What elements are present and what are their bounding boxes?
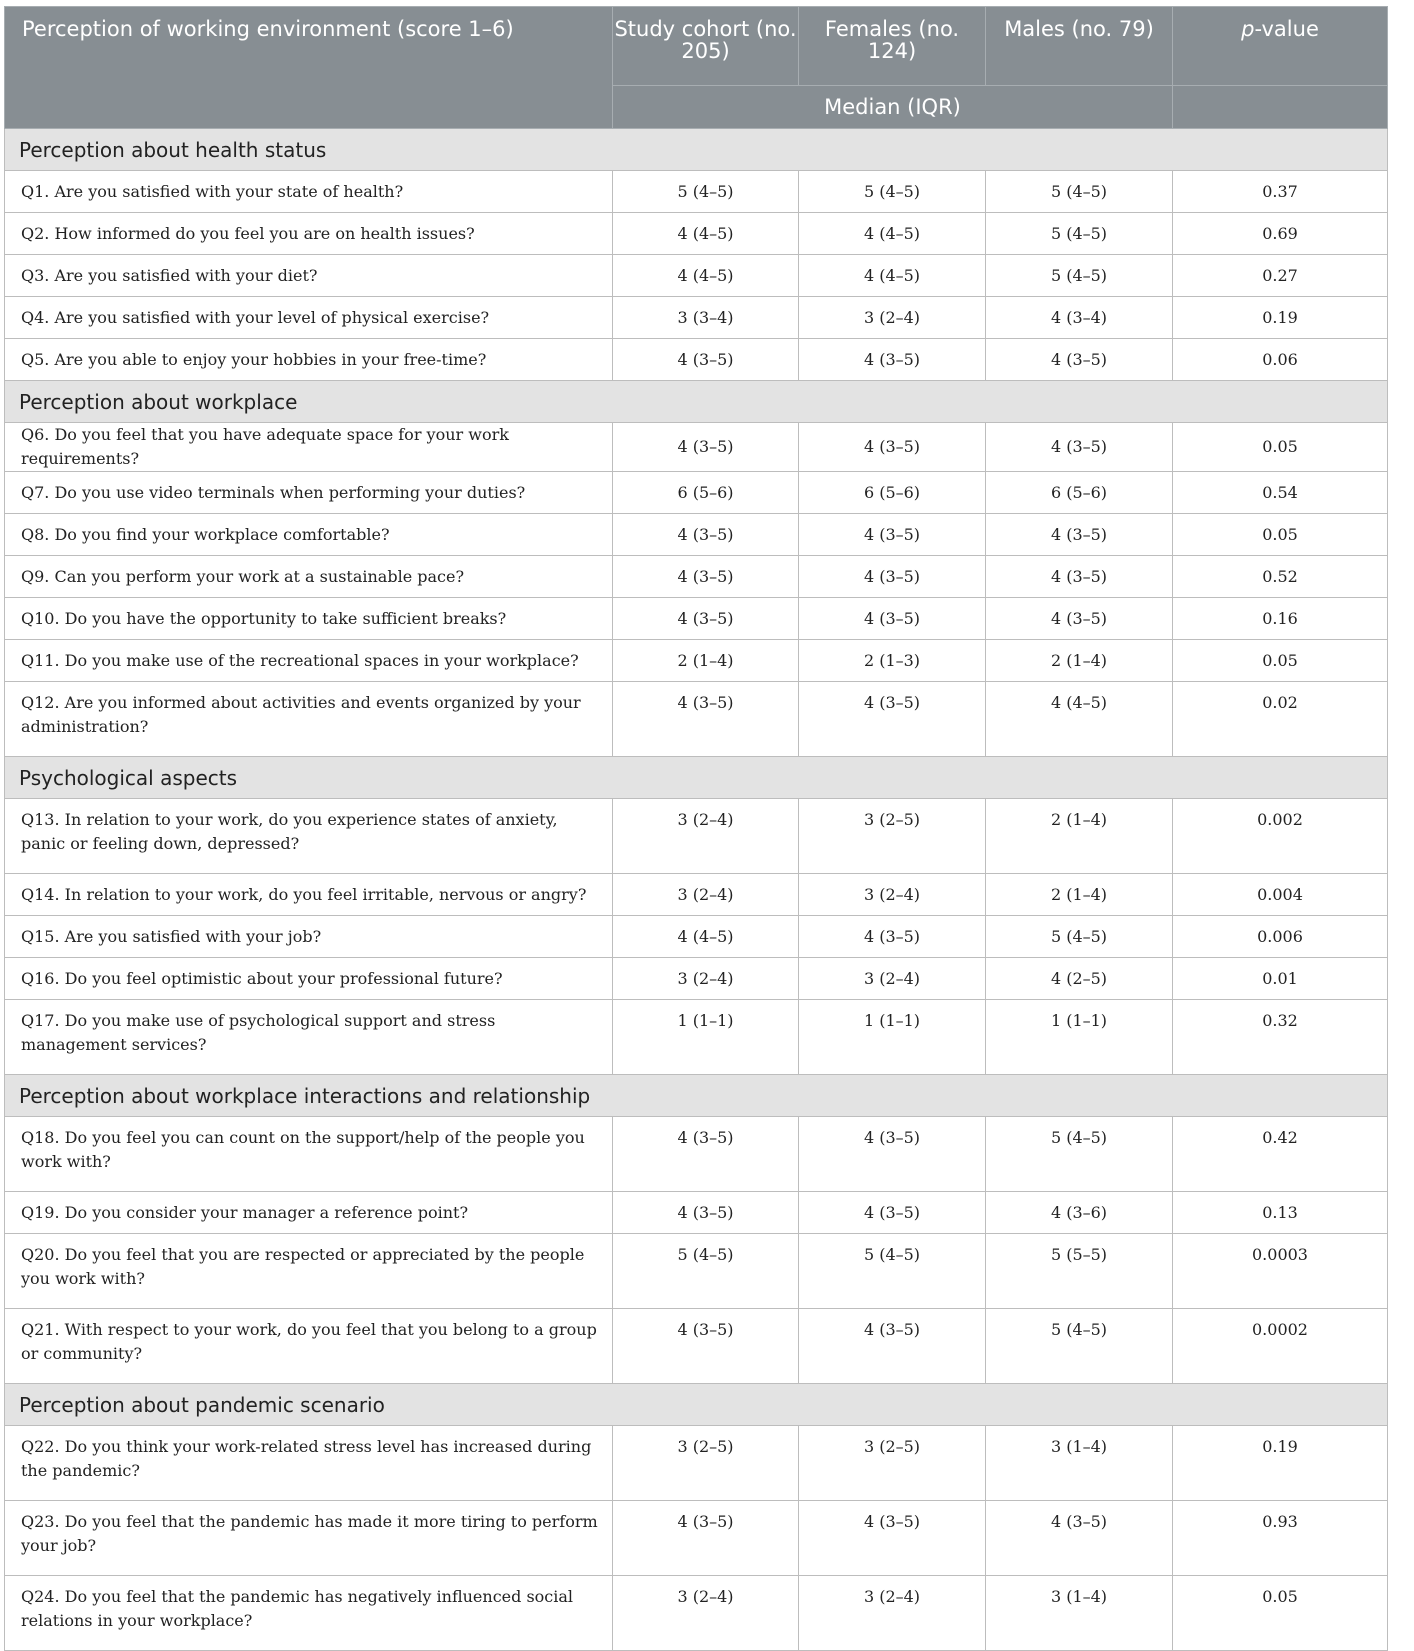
question-cell: Q20. Do you feel that you are respected or appreciated by the people you work with? xyxy=(5,1234,613,1309)
p-value-cell: 0.69 xyxy=(1173,213,1388,255)
males-cell: 4 (3–5) xyxy=(986,598,1173,640)
table-row xyxy=(5,472,1388,514)
males-cell: 5 (5–5) xyxy=(986,1234,1173,1309)
males-cell: 4 (3–6) xyxy=(986,1192,1173,1234)
table-body xyxy=(5,129,1388,1651)
cohort-cell: 3 (2–4) xyxy=(613,874,799,916)
females-cell: 2 (1–3) xyxy=(799,640,986,682)
table-row xyxy=(5,171,1388,213)
table-row xyxy=(5,1117,1388,1192)
cohort-cell: 1 (1–1) xyxy=(613,1000,799,1075)
subheader-median-iqr: Median (IQR) xyxy=(613,86,1173,129)
question-cell: Q7. Do you use video terminals when performing your duties? xyxy=(5,472,613,514)
males-cell: 4 (3–5) xyxy=(986,556,1173,598)
section-row xyxy=(5,1384,1388,1426)
table-row xyxy=(5,682,1388,757)
question-cell: Q10. Do you have the opportunity to take sufficient breaks? xyxy=(5,598,613,640)
question-cell: Q1. Are you satisfied with your state of health? xyxy=(5,171,613,213)
p-value-cell: 0.02 xyxy=(1173,682,1388,757)
females-cell: 1 (1–1) xyxy=(799,1000,986,1075)
cohort-cell: 3 (2–4) xyxy=(613,799,799,874)
cohort-cell: 4 (3–5) xyxy=(613,423,799,472)
cohort-cell: 3 (2–4) xyxy=(613,958,799,1000)
females-cell: 3 (2–5) xyxy=(799,799,986,874)
question-cell: Q21. With respect to your work, do you feel that you belong to a group or community? xyxy=(5,1309,613,1384)
cohort-cell: 4 (4–5) xyxy=(613,213,799,255)
question-cell: Q14. In relation to your work, do you feel irritable, nervous or angry? xyxy=(5,874,613,916)
males-cell: 5 (4–5) xyxy=(986,171,1173,213)
males-cell: 4 (4–5) xyxy=(986,682,1173,757)
table-row xyxy=(5,339,1388,381)
table-row xyxy=(5,916,1388,958)
table-row xyxy=(5,1309,1388,1384)
question-cell: Q8. Do you find your workplace comfortable? xyxy=(5,514,613,556)
cohort-cell: 4 (3–5) xyxy=(613,1117,799,1192)
table-row xyxy=(5,1426,1388,1501)
table-row xyxy=(5,598,1388,640)
p-value-cell: 0.13 xyxy=(1173,1192,1388,1234)
males-cell: 5 (4–5) xyxy=(986,1309,1173,1384)
cohort-cell: 2 (1–4) xyxy=(613,640,799,682)
males-cell: 4 (3–5) xyxy=(986,514,1173,556)
question-cell: Q19. Do you consider your manager a reference point? xyxy=(5,1192,613,1234)
males-cell: 4 (2–5) xyxy=(986,958,1173,1000)
females-cell: 5 (4–5) xyxy=(799,171,986,213)
p-value-cell: 0.19 xyxy=(1173,297,1388,339)
males-cell: 2 (1–4) xyxy=(986,874,1173,916)
p-value-cell: 0.01 xyxy=(1173,958,1388,1000)
table-row xyxy=(5,1501,1388,1576)
females-cell: 4 (3–5) xyxy=(799,1117,986,1192)
p-value-cell: 0.52 xyxy=(1173,556,1388,598)
females-cell: 3 (2–4) xyxy=(799,1576,986,1651)
males-cell: 5 (4–5) xyxy=(986,1117,1173,1192)
question-cell: Q9. Can you perform your work at a sustainable pace? xyxy=(5,556,613,598)
section-title: Perception about workplace interactions and relationship xyxy=(5,1075,1388,1117)
table-row xyxy=(5,1000,1388,1075)
males-cell: 4 (3–5) xyxy=(986,339,1173,381)
question-cell: Q5. Are you able to enjoy your hobbies in your free-time? xyxy=(5,339,613,381)
header-perception: Perception of working environment (score 1–6) xyxy=(5,7,613,129)
p-value-cell: 0.19 xyxy=(1173,1426,1388,1501)
question-cell: Q6. Do you feel that you have adequate space for your work requirements? xyxy=(5,423,613,472)
results-table-container xyxy=(4,6,1387,1651)
header-p-value xyxy=(1173,7,1388,86)
cohort-cell: 4 (3–5) xyxy=(613,1309,799,1384)
section-title: Perception about health status xyxy=(5,129,1388,171)
section-row xyxy=(5,757,1388,799)
females-cell: 4 (4–5) xyxy=(799,213,986,255)
table-row xyxy=(5,556,1388,598)
table-header xyxy=(5,7,1388,129)
header-p-italic: p xyxy=(1241,17,1255,41)
males-cell: 5 (4–5) xyxy=(986,255,1173,297)
females-cell: 6 (5–6) xyxy=(799,472,986,514)
females-cell: 4 (3–5) xyxy=(799,1192,986,1234)
p-value-cell: 0.05 xyxy=(1173,1576,1388,1651)
cohort-cell: 5 (4–5) xyxy=(613,171,799,213)
question-cell: Q16. Do you feel optimistic about your professional future? xyxy=(5,958,613,1000)
question-cell: Q11. Do you make use of the recreational spaces in your workplace? xyxy=(5,640,613,682)
section-title: Psychological aspects xyxy=(5,757,1388,799)
females-cell: 4 (3–5) xyxy=(799,598,986,640)
females-cell: 4 (3–5) xyxy=(799,339,986,381)
table-row xyxy=(5,874,1388,916)
p-value-cell: 0.0002 xyxy=(1173,1309,1388,1384)
cohort-cell: 4 (3–5) xyxy=(613,598,799,640)
p-value-cell: 0.93 xyxy=(1173,1501,1388,1576)
table-row xyxy=(5,640,1388,682)
p-value-cell: 0.05 xyxy=(1173,640,1388,682)
males-cell: 3 (1–4) xyxy=(986,1576,1173,1651)
question-cell: Q4. Are you satisfied with your level of physical exercise? xyxy=(5,297,613,339)
males-cell: 6 (5–6) xyxy=(986,472,1173,514)
section-title: Perception about pandemic scenario xyxy=(5,1384,1388,1426)
p-value-cell: 0.05 xyxy=(1173,514,1388,556)
males-cell: 2 (1–4) xyxy=(986,799,1173,874)
p-value-cell: 0.16 xyxy=(1173,598,1388,640)
males-cell: 2 (1–4) xyxy=(986,640,1173,682)
question-cell: Q22. Do you think your work-related stress level has increased during the pandemic? xyxy=(5,1426,613,1501)
males-cell: 5 (4–5) xyxy=(986,916,1173,958)
p-value-cell: 0.06 xyxy=(1173,339,1388,381)
males-cell: 3 (1–4) xyxy=(986,1426,1173,1501)
males-cell: 4 (3–5) xyxy=(986,423,1173,472)
question-cell: Q15. Are you satisfied with your job? xyxy=(5,916,613,958)
question-cell: Q12. Are you informed about activities and events organized by your administration? xyxy=(5,682,613,757)
females-cell: 4 (3–5) xyxy=(799,1309,986,1384)
p-value-cell: 0.27 xyxy=(1173,255,1388,297)
females-cell: 5 (4–5) xyxy=(799,1234,986,1309)
females-cell: 4 (3–5) xyxy=(799,682,986,757)
p-value-cell: 0.004 xyxy=(1173,874,1388,916)
p-value-cell: 0.002 xyxy=(1173,799,1388,874)
table-row xyxy=(5,213,1388,255)
table-row xyxy=(5,1192,1388,1234)
females-cell: 4 (3–5) xyxy=(799,556,986,598)
males-cell: 1 (1–1) xyxy=(986,1000,1173,1075)
table-row xyxy=(5,255,1388,297)
p-value-cell: 0.0003 xyxy=(1173,1234,1388,1309)
p-value-cell: 0.32 xyxy=(1173,1000,1388,1075)
header-p-rest: -value xyxy=(1254,17,1319,41)
females-cell: 4 (3–5) xyxy=(799,423,986,472)
section-row xyxy=(5,129,1388,171)
table-row xyxy=(5,423,1388,472)
cohort-cell: 4 (3–5) xyxy=(613,1501,799,1576)
females-cell: 3 (2–4) xyxy=(799,874,986,916)
table-row xyxy=(5,297,1388,339)
question-cell: Q17. Do you make use of psychological support and stress management services? xyxy=(5,1000,613,1075)
cohort-cell: 6 (5–6) xyxy=(613,472,799,514)
section-title: Perception about workplace xyxy=(5,381,1388,423)
question-cell: Q2. How informed do you feel you are on health issues? xyxy=(5,213,613,255)
question-cell: Q3. Are you satisfied with your diet? xyxy=(5,255,613,297)
cohort-cell: 3 (2–4) xyxy=(613,1576,799,1651)
females-cell: 4 (4–5) xyxy=(799,255,986,297)
females-cell: 3 (2–5) xyxy=(799,1426,986,1501)
header-study-cohort: Study cohort (no. 205) xyxy=(613,7,799,86)
table-row xyxy=(5,514,1388,556)
table-row xyxy=(5,1234,1388,1309)
p-value-cell: 0.05 xyxy=(1173,423,1388,472)
cohort-cell: 3 (3–4) xyxy=(613,297,799,339)
cohort-cell: 4 (3–5) xyxy=(613,682,799,757)
cohort-cell: 4 (3–5) xyxy=(613,1192,799,1234)
p-value-cell: 0.006 xyxy=(1173,916,1388,958)
females-cell: 3 (2–4) xyxy=(799,958,986,1000)
females-cell: 3 (2–4) xyxy=(799,297,986,339)
females-cell: 4 (3–5) xyxy=(799,514,986,556)
p-value-cell: 0.54 xyxy=(1173,472,1388,514)
males-cell: 4 (3–5) xyxy=(986,1501,1173,1576)
cohort-cell: 5 (4–5) xyxy=(613,1234,799,1309)
question-cell: Q23. Do you feel that the pandemic has made it more tiring to perform your job? xyxy=(5,1501,613,1576)
cohort-cell: 4 (4–5) xyxy=(613,916,799,958)
subheader-empty xyxy=(1173,86,1388,129)
header-row xyxy=(5,7,1388,86)
p-value-cell: 0.37 xyxy=(1173,171,1388,213)
question-cell: Q24. Do you feel that the pandemic has negatively influenced social relations in your workplace? xyxy=(5,1576,613,1651)
table-row xyxy=(5,799,1388,874)
perception-table xyxy=(4,6,1388,1651)
table-row xyxy=(5,1576,1388,1651)
males-cell: 4 (3–4) xyxy=(986,297,1173,339)
question-cell: Q13. In relation to your work, do you experience states of anxiety, panic or feeling down, depressed? xyxy=(5,799,613,874)
header-males: Males (no. 79) xyxy=(986,7,1173,86)
question-cell: Q18. Do you feel you can count on the support/help of the people you work with? xyxy=(5,1117,613,1192)
cohort-cell: 4 (3–5) xyxy=(613,339,799,381)
header-females: Females (no. 124) xyxy=(799,7,986,86)
females-cell: 4 (3–5) xyxy=(799,916,986,958)
p-value-cell: 0.42 xyxy=(1173,1117,1388,1192)
section-row xyxy=(5,1075,1388,1117)
females-cell: 4 (3–5) xyxy=(799,1501,986,1576)
cohort-cell: 3 (2–5) xyxy=(613,1426,799,1501)
cohort-cell: 4 (3–5) xyxy=(613,556,799,598)
cohort-cell: 4 (3–5) xyxy=(613,514,799,556)
cohort-cell: 4 (4–5) xyxy=(613,255,799,297)
section-row xyxy=(5,381,1388,423)
males-cell: 5 (4–5) xyxy=(986,213,1173,255)
table-row xyxy=(5,958,1388,1000)
